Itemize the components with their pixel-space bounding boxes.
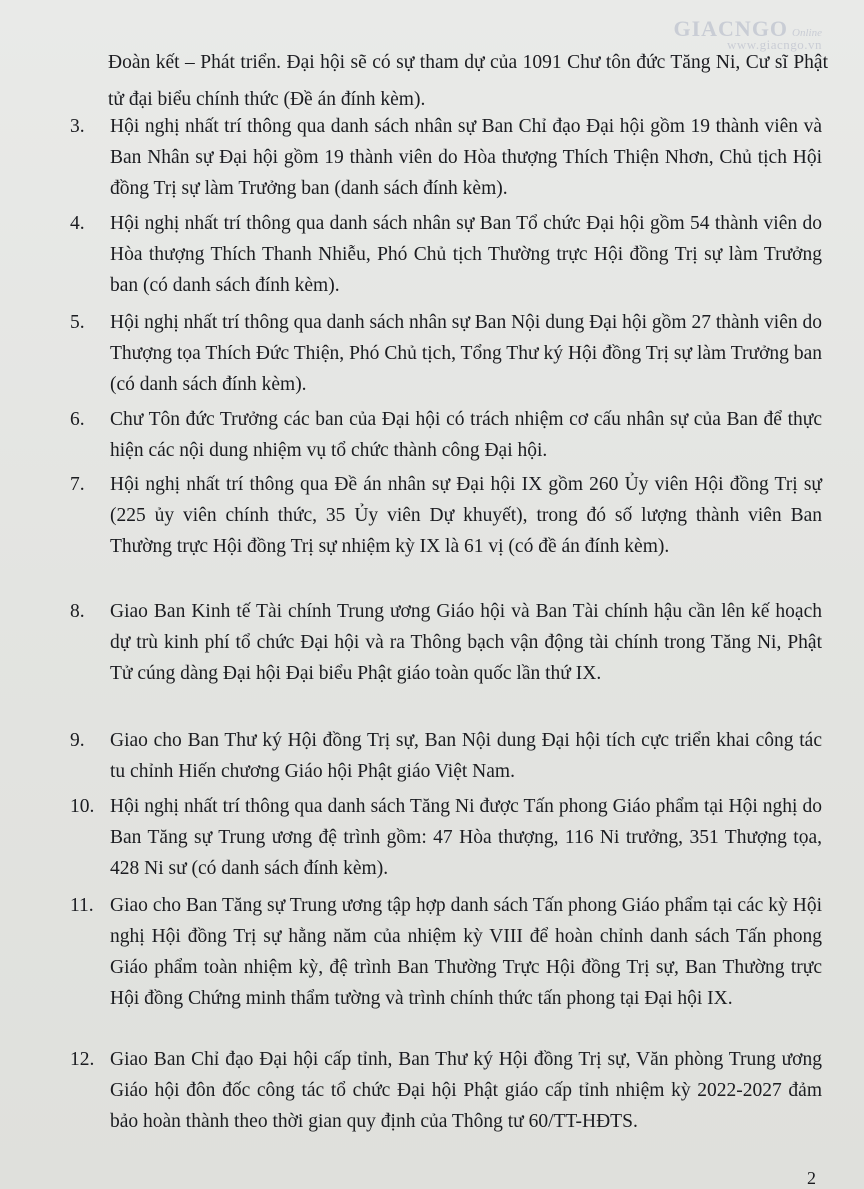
item-number: 12. (70, 1049, 95, 1070)
item-number: 4. (70, 213, 85, 234)
item-text: Hội nghị nhất trí thông qua danh sách nhân sự Ban Tổ chức Đại hội gồm 54 thành viên do Hòa thượng Thích Thanh Nhiễu, Phó Chủ tịch Thường trực Hội đồng Trị sự làm Trưởng ban (có danh sách đính kèm). (110, 213, 822, 296)
item-number: 7. (70, 474, 85, 495)
watermark-url: www.giacngo.vn (727, 37, 822, 52)
item-text: Hội nghị nhất trí thông qua danh sách nhân sự Ban Chỉ đạo Đại hội gồm 19 thành viên và Ban Nhân sự Đại hội gồm 19 thành viên do Hòa thượng Thích Thiện Nhơn, Chủ tịch Hội đồng Trị sự làm Trưởng ban (danh sách đính kèm). (110, 116, 822, 199)
item-number: 8. (70, 601, 85, 622)
item-number: 9. (70, 730, 85, 751)
item-number: 3. (70, 116, 85, 137)
item-text: Hội nghị nhất trí thông qua Đề án nhân sự Đại hội IX gồm 260 Ủy viên Hội đồng Trị sự (225 ủy viên chính thức, 35 Ủy viên Dự khuyết), trong đó số lượng thành viên Ban Thường trực Hội đồng Trị sự nhiệm kỳ IX là 61 vị (có đề án đính kèm). (110, 474, 822, 557)
intro-paragraph: Đoàn kết – Phát triển. Đại hội sẽ có sự tham dự của 1091 Chư tôn đức Tăng Ni, Cư sĩ Phật tử đại biểu chính thức (Đề án đính kèm). (108, 52, 828, 110)
item-text: Giao cho Ban Thư ký Hội đồng Trị sự, Ban Nội dung Đại hội tích cực triển khai công tác tu chỉnh Hiến chương Giáo hội Phật giáo Việt Nam. (110, 730, 822, 782)
item-number: 6. (70, 409, 85, 430)
item-text: Giao cho Ban Tăng sự Trung ương tập hợp danh sách Tấn phong Giáo phẩm tại các kỳ Hội nghị Hội đồng Trị sự hằng năm của nhiệm kỳ VIII để hoàn chỉnh danh sách Tấn phong Giáo phẩm toàn nhiệm kỳ, đệ trình Ban Thường Trực Hội đồng Trị sự, Ban Thường trực Hội đồng Chứng minh thẩm tường và trình chính thức tấn phong tại Đại hội IX. (110, 895, 822, 1009)
item-text: Hội nghị nhất trí thông qua danh sách nhân sự Ban Nội dung Đại hội gồm 27 thành viên do Thượng tọa Thích Đức Thiện, Phó Chủ tịch, Tổng Thư ký Hội đồng Trị sự làm Trưởng ban (có danh sách đính kèm). (110, 312, 822, 395)
item-text: Giao Ban Kinh tế Tài chính Trung ương Giáo hội và Ban Tài chính hậu cần lên kế hoạch dự trù kinh phí tổ chức Đại hội và ra Thông bạch vận động tài chính trong Tăng Ni, Phật Tử cúng dàng Đại hội Đại biểu Phật giáo toàn quốc lần thứ IX. (110, 601, 822, 684)
watermark-brand: GIACNGO (673, 16, 789, 41)
item-text: Hội nghị nhất trí thông qua danh sách Tăng Ni được Tấn phong Giáo phẩm tại Hội nghị do Ban Tăng sự Trung ương đệ trình gồm: 47 Hòa thượng, 116 Ni trưởng, 351 Thượng tọa, 428 Ni sư (có danh sách đính kèm). (110, 796, 822, 879)
item-text: Giao Ban Chỉ đạo Đại hội cấp tỉnh, Ban Thư ký Hội đồng Trị sự, Văn phòng Trung ương Giáo hội đôn đốc công tác tổ chức Đại hội Phật giáo cấp tỉnh nhiệm kỳ 2022-2027 đảm bảo hoàn thành theo thời gian quy định của Thông tư 60/TT-HĐTS. (110, 1049, 822, 1132)
watermark-sub: Online (792, 27, 822, 39)
item-number: 5. (70, 312, 85, 333)
page-number: 2 (807, 1168, 816, 1188)
item-text: Chư Tôn đức Trưởng các ban của Đại hội có trách nhiệm cơ cấu nhân sự của Ban để thực hiện các nội dung nhiệm vụ tổ chức thành công Đại hội. (110, 409, 822, 461)
item-number: 11. (70, 895, 94, 916)
item-number: 10. (70, 796, 95, 817)
